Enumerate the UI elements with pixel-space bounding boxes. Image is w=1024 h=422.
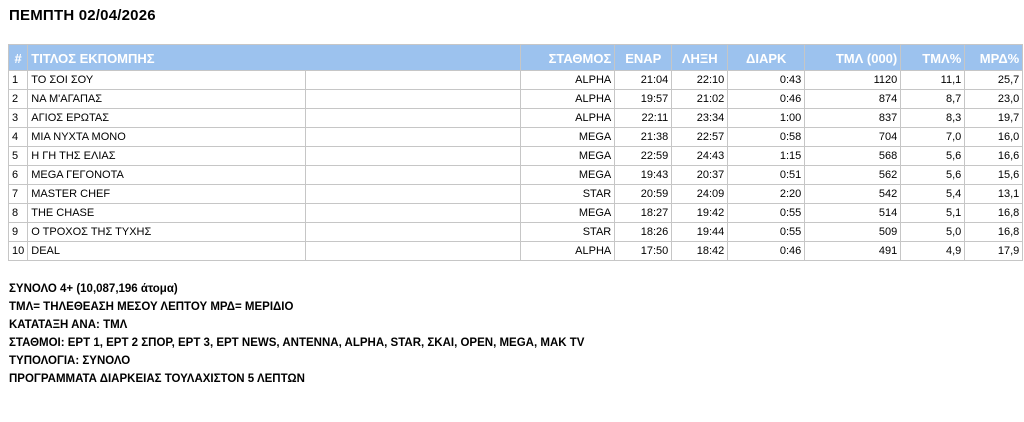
- note-total: ΣΥΝΟΛΟ 4+ (10,087,196 άτομα): [9, 283, 178, 295]
- table-row: [9, 185, 1023, 204]
- cell-tml: 568: [805, 147, 901, 166]
- col-header-tml: ΤΜΛ (000): [805, 45, 901, 71]
- note-definitions: ΤΜΛ= ΤΗΛΕΘΕΑΣΗ ΜΕΣΟΥ ΛΕΠΤΟΥ ΜΡΔ= ΜΕΡΙΔΙΟ: [9, 301, 294, 313]
- cell-spacer: [306, 90, 521, 109]
- cell-share: 23,0: [965, 90, 1023, 109]
- cell-tml: 509: [805, 223, 901, 242]
- cell-end: 22:10: [672, 71, 728, 90]
- cell-duration: 0:46: [728, 242, 805, 261]
- note-programs: ΠΡΟΓΡΑΜΜΑΤΑ ΔΙΑΡΚΕΙΑΣ ΤΟΥΛΑΧΙΣΤΟΝ 5 ΛΕΠΤΩΝ: [9, 373, 305, 385]
- cell-start: 22:59: [615, 147, 672, 166]
- cell-tml-pct: 5,1: [901, 204, 965, 223]
- cell-station: STAR: [521, 223, 615, 242]
- cell-start: 19:57: [615, 90, 672, 109]
- cell-tml: 1120: [805, 71, 901, 90]
- cell-end: 19:44: [672, 223, 728, 242]
- cell-num: 9: [9, 223, 28, 242]
- cell-end: 24:43: [672, 147, 728, 166]
- cell-tml: 514: [805, 204, 901, 223]
- page-title: ΠΕΜΠΤΗ 02/04/2026: [9, 7, 156, 24]
- cell-end: 22:57: [672, 128, 728, 147]
- cell-num: 7: [9, 185, 28, 204]
- cell-tml: 562: [805, 166, 901, 185]
- cell-station: MEGA: [521, 147, 615, 166]
- cell-share: 13,1: [965, 185, 1023, 204]
- cell-share: 16,0: [965, 128, 1023, 147]
- table-row: [9, 204, 1023, 223]
- cell-start: 19:43: [615, 166, 672, 185]
- cell-num: 4: [9, 128, 28, 147]
- cell-tml-pct: 4,9: [901, 242, 965, 261]
- cell-tml-pct: 5,6: [901, 147, 965, 166]
- cell-tml-pct: 8,7: [901, 90, 965, 109]
- cell-duration: 0:43: [728, 71, 805, 90]
- table-row: [9, 128, 1023, 147]
- notes-block: [9, 280, 584, 388]
- cell-end: 18:42: [672, 242, 728, 261]
- cell-duration: 0:58: [728, 128, 805, 147]
- table-row: [9, 71, 1023, 90]
- cell-duration: 0:46: [728, 90, 805, 109]
- cell-title: ΝΑ Μ'ΑΓΑΠΑΣ: [28, 90, 306, 109]
- col-header-title: ΤΙΤΛΟΣ ΕΚΠΟΜΠΗΣ: [28, 45, 521, 71]
- cell-end: 23:34: [672, 109, 728, 128]
- table-row: [9, 147, 1023, 166]
- cell-spacer: [306, 128, 521, 147]
- cell-duration: 0:51: [728, 166, 805, 185]
- cell-tml: 837: [805, 109, 901, 128]
- ratings-table: [8, 44, 1023, 261]
- cell-start: 18:27: [615, 204, 672, 223]
- cell-tml-pct: 5,0: [901, 223, 965, 242]
- col-header-start: ΕΝΑΡ: [615, 45, 672, 71]
- cell-station: ALPHA: [521, 90, 615, 109]
- cell-share: 16,8: [965, 204, 1023, 223]
- cell-title: Ο ΤΡΟΧΟΣ ΤΗΣ ΤΥΧΗΣ: [28, 223, 306, 242]
- cell-station: ALPHA: [521, 242, 615, 261]
- cell-share: 19,7: [965, 109, 1023, 128]
- cell-num: 10: [9, 242, 28, 261]
- cell-num: 8: [9, 204, 28, 223]
- col-header-duration: ΔΙΑΡΚ: [728, 45, 805, 71]
- cell-station: ALPHA: [521, 71, 615, 90]
- cell-spacer: [306, 185, 521, 204]
- cell-title: Η ΓΗ ΤΗΣ ΕΛΙΑΣ: [28, 147, 306, 166]
- cell-share: 16,8: [965, 223, 1023, 242]
- cell-share: 16,6: [965, 147, 1023, 166]
- cell-tml: 491: [805, 242, 901, 261]
- cell-tml-pct: 5,4: [901, 185, 965, 204]
- cell-spacer: [306, 147, 521, 166]
- col-header-num: #: [9, 45, 28, 71]
- cell-tml-pct: 7,0: [901, 128, 965, 147]
- cell-start: 17:50: [615, 242, 672, 261]
- cell-duration: 0:55: [728, 204, 805, 223]
- cell-tml-pct: 8,3: [901, 109, 965, 128]
- cell-end: 20:37: [672, 166, 728, 185]
- cell-share: 17,9: [965, 242, 1023, 261]
- cell-end: 19:42: [672, 204, 728, 223]
- cell-spacer: [306, 71, 521, 90]
- cell-start: 18:26: [615, 223, 672, 242]
- cell-end: 21:02: [672, 90, 728, 109]
- cell-share: 15,6: [965, 166, 1023, 185]
- cell-num: 5: [9, 147, 28, 166]
- note-ranking: ΚΑΤΑΤΑΞΗ ΑΝΑ: ΤΜΛ: [9, 319, 128, 331]
- cell-num: 1: [9, 71, 28, 90]
- cell-end: 24:09: [672, 185, 728, 204]
- col-header-end: ΛΗΞΗ: [672, 45, 728, 71]
- table-row: [9, 90, 1023, 109]
- cell-title: MASTER CHEF: [28, 185, 306, 204]
- cell-tml: 542: [805, 185, 901, 204]
- col-header-tml-pct: ΤΜΛ%: [901, 45, 965, 71]
- cell-station: MEGA: [521, 128, 615, 147]
- cell-num: 2: [9, 90, 28, 109]
- cell-start: 21:04: [615, 71, 672, 90]
- table-row: [9, 166, 1023, 185]
- cell-station: STAR: [521, 185, 615, 204]
- cell-station: MEGA: [521, 204, 615, 223]
- table-header: [9, 45, 1023, 71]
- cell-start: 21:38: [615, 128, 672, 147]
- cell-duration: 2:20: [728, 185, 805, 204]
- cell-spacer: [306, 204, 521, 223]
- cell-duration: 1:00: [728, 109, 805, 128]
- cell-spacer: [306, 242, 521, 261]
- cell-share: 25,7: [965, 71, 1023, 90]
- cell-duration: 1:15: [728, 147, 805, 166]
- cell-num: 6: [9, 166, 28, 185]
- cell-station: ALPHA: [521, 109, 615, 128]
- cell-spacer: [306, 166, 521, 185]
- cell-title: THE CHASE: [28, 204, 306, 223]
- table-row: [9, 242, 1023, 261]
- table-body: [9, 71, 1023, 261]
- note-stations: ΣΤΑΘΜΟΙ: ΕΡΤ 1, ΕΡΤ 2 ΣΠΟΡ, ΕΡΤ 3, ΕΡΤ NEWS, ANTENNA, ALPHA, STAR, ΣΚΑΙ, OPEN, MEGA, MAK TV: [9, 337, 585, 349]
- table-row: [9, 223, 1023, 242]
- cell-start: 20:59: [615, 185, 672, 204]
- cell-title: DEAL: [28, 242, 306, 261]
- cell-tml-pct: 5,6: [901, 166, 965, 185]
- cell-spacer: [306, 223, 521, 242]
- cell-duration: 0:55: [728, 223, 805, 242]
- cell-title: ΤΟ ΣΟΙ ΣΟΥ: [28, 71, 306, 90]
- cell-tml: 704: [805, 128, 901, 147]
- cell-title: MEGA ΓΕΓΟΝΟΤΑ: [28, 166, 306, 185]
- col-header-station: ΣΤΑΘΜΟΣ: [521, 45, 615, 71]
- cell-tml: 874: [805, 90, 901, 109]
- cell-station: MEGA: [521, 166, 615, 185]
- col-header-share: ΜΡΔ%: [965, 45, 1023, 71]
- table-row: [9, 109, 1023, 128]
- cell-spacer: [306, 109, 521, 128]
- cell-title: ΑΓΙΟΣ ΕΡΩΤΑΣ: [28, 109, 306, 128]
- cell-tml-pct: 11,1: [901, 71, 965, 90]
- note-typology: ΤΥΠΟΛΟΓΙΑ: ΣΥΝΟΛΟ: [9, 355, 131, 367]
- cell-num: 3: [9, 109, 28, 128]
- cell-start: 22:11: [615, 109, 672, 128]
- cell-title: ΜΙΑ ΝΥΧΤΑ ΜΟΝΟ: [28, 128, 306, 147]
